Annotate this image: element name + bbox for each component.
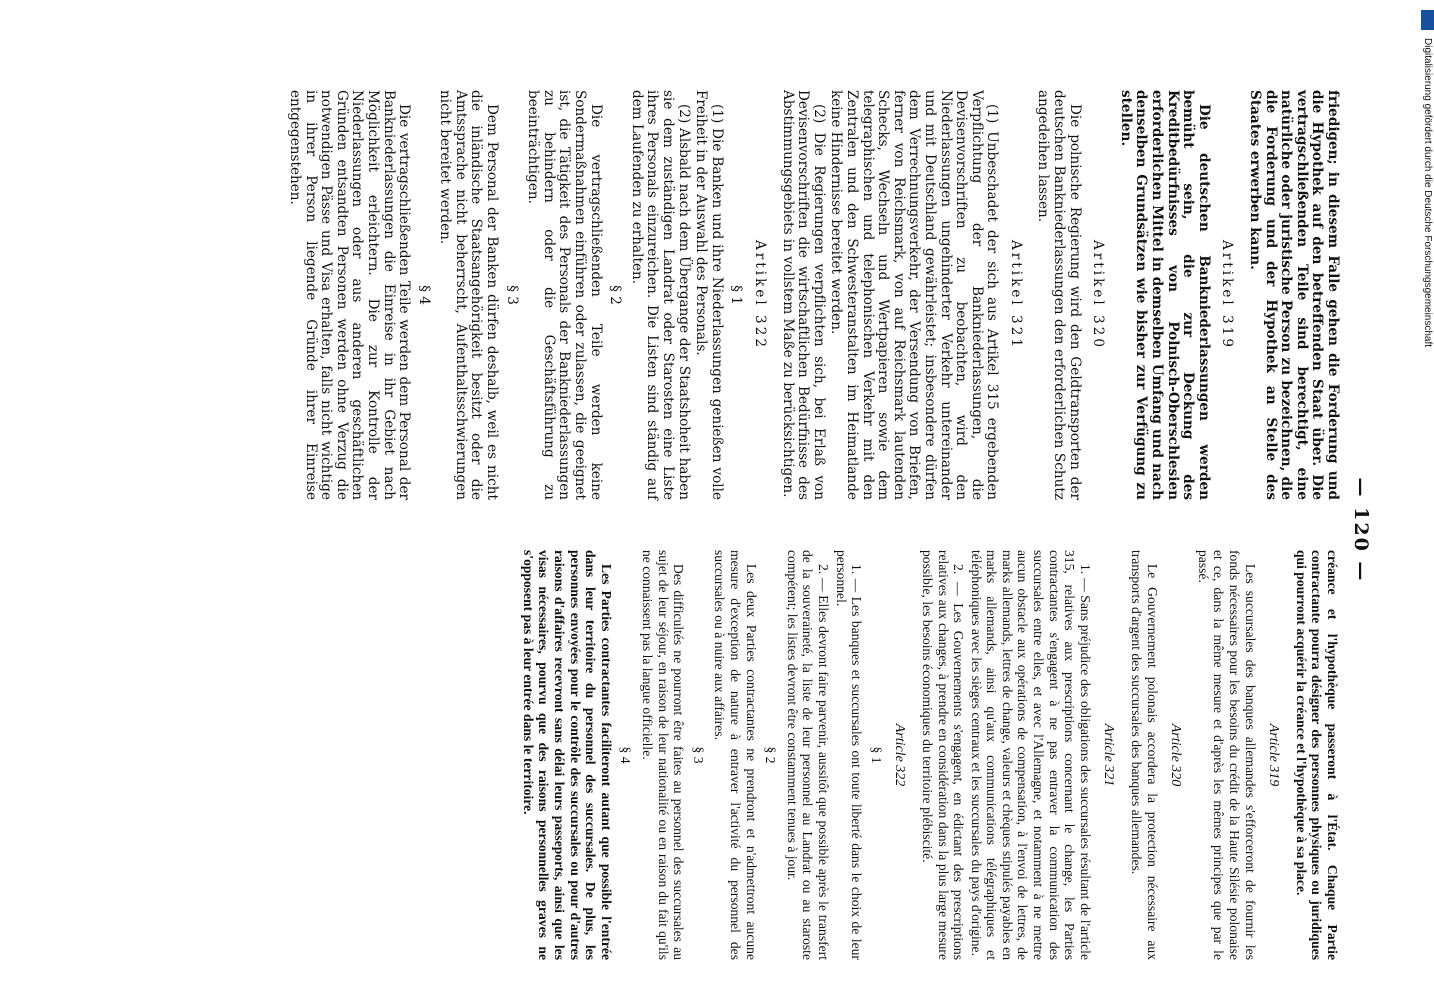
german-column (284, 90, 1340, 500)
german-article-319-heading: Artikel 319 (1219, 239, 1236, 351)
german-article-322-heading: Artikel 322 (752, 239, 768, 351)
german-section-4-text: Die vertragschließenden Teile werden dem Personal der Bankniederlassungen die Einreise in ihr Gebiet nach Möglichkeit erleichtern. Die zur Kontrolle der Niederlassungen oder aus anderen geschäftlichen Gründen entsandten Personen werden ohne Verzug die notwendigen Pässe und Visa erhalten, falls nicht wichtige in ihrer Person liegende Gründe ihrer Einreise entgegenstehen. (286, 90, 413, 500)
german-section-3-text: Dem Personal der Banken dürfen deshalb, weil es nicht die inländische Staatsangehörigkeit besitzt oder die Amtssprache nicht beherrscht, Aufenthaltsschwierungen nicht bereitet werden. (437, 90, 501, 500)
credit-text: Digitalisierung gefördert durch die Deutsche Forschungsgemeinschaft (1422, 38, 1433, 348)
french-article-322-heading: Article 322 (892, 723, 908, 787)
german-section-2-text: Die vertragschließenden Teile werden keine Sondermaßnahmen einführen oder zulassen, die geeignet ist, die Tätigkeit des Personals der Bankniederlassungen zu behindern oder die Geschäftsführung zu beeinträchtigen. (525, 90, 604, 500)
german-article-321-para-2: (2) Die Regierungen verpflichten sich, bei Erlaß von Devisenvorschriften die wirtschaftlichen Bedürfnisse des Abstimmungsgebiets in vollstem Maße zu berücksichtigen. (779, 90, 827, 500)
french-column (518, 550, 1340, 960)
german-section-1: § 1 (728, 285, 745, 305)
french-article-321-heading: Article 321 (1101, 723, 1117, 787)
dfg-logo (1421, 10, 1434, 30)
page-number: — 120 — (1350, 477, 1372, 583)
french-section-3: § 3 (690, 746, 706, 764)
german-section-3: § 3 (503, 285, 520, 305)
french-article-319-heading: Article 319 (1266, 723, 1282, 787)
french-continuation: créance et l'hypothèque passeront à l'État. Chaque Partie contractante pourra désigner des personnes physiques ou juridiques qui pourront acquérir la créance et l'hypothèque à sa place. (1293, 550, 1340, 960)
scanned-page (50, 60, 1380, 1000)
french-section-2: § 2 (763, 746, 779, 764)
german-section-2: § 2 (607, 285, 624, 305)
german-article-320-heading: Artikel 320 (1090, 239, 1107, 351)
german-article-320-text: Die polnische Regierung wird den Geldtransporten der deutschen Bankniederlassungen den erforderlichen Schutz angedeihen lassen. (1035, 90, 1083, 500)
french-article-321-para-1: 1. — Sans préjudice des obligations des succursales résultant de l'article 315, relatives aux prescriptions concernant le change, les Parties contractantes s'engagent à ne pas entraver la communication des succursales entre elles, et avec l'Allemagne, et notamment à ne mettre aucun obstacle aux opérations de compensation, à l'envoi de lettres, de marks allemands, lettres de change, valeurs et chèques stipulés payables en marks allemands, ainsi qu'aux communications télégraphiques et téléphoniques avec les sièges centraux et les succursales du pays d'origine. (968, 550, 1093, 960)
german-continuation: friedigen; in diesem Falle gehen die Forderung und die Hypothek auf den betreffenden Staat über. Die vertragschließenden Teile sind berechtigt, eine natürliche oder juristische Person zu bezeichnen, die die Forderung und der Hypothek an Stelle des Staates erwerben kann. (1247, 90, 1341, 500)
french-section-1-para-2: 2. — Elles devront faire parvenir, aussitôt que possible après le transfert de la souveraineté, la liste de leur personnel au Landrat ou au staroste compétent; les listes devront être constamment tenues à jour. (784, 550, 831, 960)
french-section-4-text: Les Parties contractantes faciliteront autant que possible l'entrée dans leur territoire du personnel des succursales. De plus, les personnes envoyées pour le contrôle des succursales ou pour d'autres raisons d'affaires recevront sans délai leurs passeports, ainsi que les visas nécessaires, pourvu que des raisons personnelles graves ne s'opposent pas à leur entrée dans le territoire. (520, 550, 614, 960)
german-article-321-para-1: (1) Unbeschadet der sich aus Artikel 315 ergebenden Verpflichtung der Bankniederlassungen, die Devisenvorschriften zu beobachten, wird den Niederlassungen ungehinderter Verkehr untereinander und mit Deutschland gewährleistet; insbesondere dürfen dem Verrechnungsverkehr, der Versendung von Briefen, ferner von Reichsmark, von auf Reichsmark lautenden Schecks, Wechseln und Wertpapieren sowie dem telegraphischen und telephonischen Verkehr mit den Zentralen und den Schwesteranstalten im Heimatlande keine Hindernisse bereitet werden. (828, 90, 1001, 500)
digitization-credit (1421, 10, 1434, 390)
german-article-321-heading: Artikel 321 (1007, 239, 1024, 351)
french-article-319-text: Les succursales des banques allemandes s'efforceront de fournir les fonds nécessaires pour les besoins du crédit de la Haute Silésie polonaise et ce, dans la même mesure et d'après les mêmes principes que par le passé. (1195, 550, 1258, 960)
german-article-319-text: Die deutschen Bankniederlassungen werden bemüht sein, die zur Deckung des Kreditbedürfnisses von Polnisch-Oberschlesien erforderlichen Mittel in demselben Umfang und nach denselben Grundsätzen wie bisher zur Verfügung zu stellen. (1117, 90, 1212, 500)
french-section-1-para-1: 1. — Les banques et succursales ont toute liberté dans le choix de leur personnel. (833, 550, 865, 960)
german-section-1-para-2: (2) Alsbald nach dem Übergange der Staatshoheit haben sie dem zuständigen Landrat oder Starosten eine Liste ihres Personals einzureichen. Die Listen sind ständig auf dem Laufenden zu erhalten. (628, 90, 692, 500)
french-section-1: § 1 (868, 746, 884, 764)
german-section-1-para-1: (1) Die Banken und ihre Niederlassungen genießen volle Freiheit in der Auswahl des Personals. (693, 90, 725, 500)
french-section-4: § 4 (618, 746, 634, 764)
french-article-321-para-2: 2. — Les Gouvernements s'engagent, en édictant des prescriptions relatives aux changes, à prendre en considération dans la plus large mesure possible, les besoins économiques du territoire plébiscité. (919, 550, 967, 960)
french-section-2-text: Les deux Parties contractantes ne prendront et n'admettront aucune mesure d'exception de nature à entraver l'activité du personnel des succursales ou à nuire aux affaires. (712, 550, 759, 960)
french-section-3-text: Des difficultés ne pourront être faites au personnel des succursales au sujet de leur séjour, en raison de leur nationalité ou en raison du fait qu'ils ne connaissent pas la langue officielle. (640, 550, 687, 960)
french-article-320-heading: Article 320 (1168, 723, 1184, 787)
german-section-4: § 4 (415, 285, 432, 305)
french-article-320-text: Le Gouvernement polonais accordera la protection nécessaire aux transports d'argent des succursales des banques allemandes. (1129, 550, 1160, 960)
